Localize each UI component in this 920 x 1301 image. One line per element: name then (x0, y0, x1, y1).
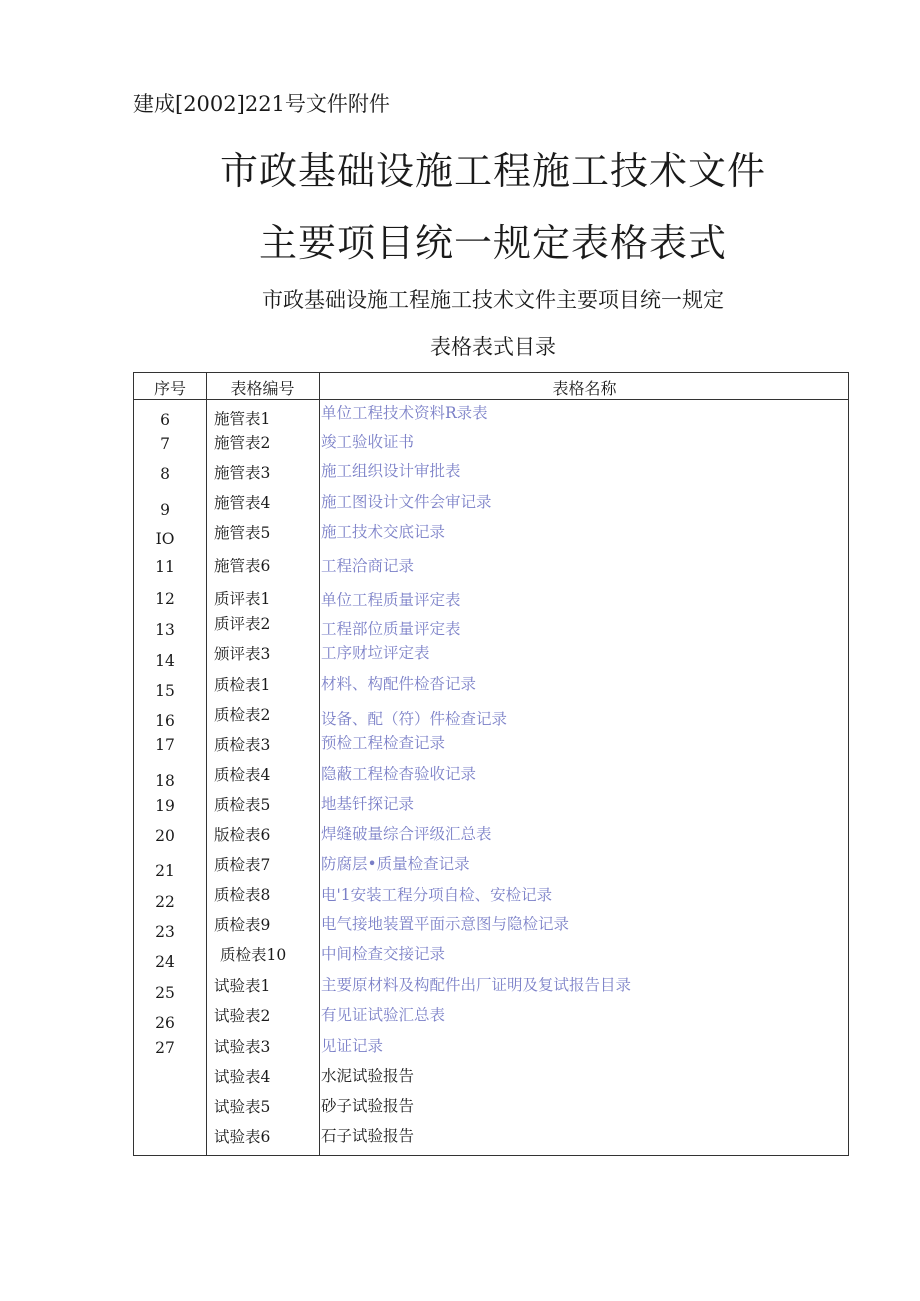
row-name: 工序财垃评定表 (321, 644, 430, 662)
row-name: 主要原材料及构配件出厂证明及复试报告目录 (321, 976, 632, 994)
row-code: 质检表4 (214, 766, 271, 784)
row-seq: 12 (155, 590, 175, 608)
row-code: 质检表7 (214, 856, 271, 874)
row-code: 质检表8 (214, 886, 271, 904)
row-code: 质检表2 (214, 706, 271, 724)
column-divider (319, 373, 320, 1155)
row-seq: 16 (155, 712, 175, 730)
row-seq: 20 (155, 827, 175, 845)
row-name: 水泥试验报告 (321, 1067, 415, 1085)
row-seq: 13 (155, 621, 175, 639)
subtitle-line-2: 表格表式目录 (430, 335, 556, 359)
row-seq: 6 (160, 411, 170, 429)
row-code: 试验表5 (214, 1098, 271, 1116)
row-code: 施管表2 (214, 434, 271, 452)
header-divider (134, 399, 848, 400)
row-seq: 22 (155, 893, 175, 911)
row-name: 电气接地装置平面示意图与隐检记录 (321, 915, 570, 933)
header-name: 表格名称 (552, 379, 617, 398)
row-seq: 15 (155, 682, 175, 700)
main-title-line-1: 市政基础设施工程施工技术文件 (219, 149, 766, 193)
column-divider (206, 373, 207, 1155)
row-seq: 11 (155, 558, 175, 576)
row-seq: 9 (160, 501, 170, 519)
row-seq: 17 (155, 736, 175, 754)
row-code: 施管表1 (214, 410, 271, 428)
row-code: 质检表9 (214, 916, 271, 934)
row-code: 施管表6 (214, 557, 271, 575)
row-seq: 25 (155, 984, 175, 1002)
row-code: 试验表4 (214, 1068, 271, 1086)
row-seq: 19 (155, 797, 175, 815)
header-seq: 序号 (153, 379, 186, 398)
row-name: 施工图设计文件会审记录 (321, 493, 492, 511)
row-name: 施工技术交底记录 (321, 523, 446, 541)
row-name: 砂子试验报告 (321, 1097, 415, 1115)
row-code: 质检表5 (214, 796, 271, 814)
document-reference: 建成[2002]221号文件附件 (133, 92, 390, 116)
subtitle-line-1: 市政基础设施工程施工技术文件主要项目统一规定 (262, 288, 724, 312)
row-code: 质评表1 (214, 590, 271, 608)
row-name: 中间检查交接记录 (321, 945, 446, 963)
row-name: 设备、配（符）件检查记录 (321, 710, 508, 728)
row-seq: 26 (155, 1014, 175, 1032)
row-seq: 7 (160, 435, 170, 453)
row-code: 质评表2 (214, 615, 271, 633)
row-seq: IO (155, 530, 175, 548)
row-name: 材料、构配件检沓记录 (321, 675, 477, 693)
index-table (133, 372, 849, 1156)
row-code: 试验表3 (214, 1038, 271, 1056)
row-seq: 24 (155, 953, 175, 971)
row-name: 工程洽商记录 (321, 557, 415, 575)
row-name: 有见证试验汇总表 (321, 1006, 446, 1024)
row-seq: 18 (155, 772, 175, 790)
row-name: 石子试验报告 (321, 1127, 415, 1145)
row-code: 施管表4 (214, 494, 271, 512)
row-seq: 23 (155, 923, 175, 941)
row-name: 工程部位质量评定表 (321, 620, 461, 638)
header-code: 表格编号 (230, 379, 295, 398)
row-seq: 21 (155, 862, 175, 880)
row-name: 焊缝破量综合评级汇总表 (321, 825, 492, 843)
row-name: 隐蔽工程检杳验收记录 (321, 765, 477, 783)
row-name: 防腐层•质量检查记录 (321, 855, 470, 873)
row-code: 试验表6 (214, 1128, 271, 1146)
row-name: 预检工程检查记录 (321, 734, 446, 752)
row-code: 质检表1 (214, 676, 271, 694)
row-name: 电'1安装工程分项自检、安检记录 (321, 886, 553, 904)
row-name: 单位工程质量评定表 (321, 591, 461, 609)
row-name: 见证记录 (321, 1037, 384, 1055)
row-code: 颁评表3 (214, 645, 271, 663)
row-code: 质检表3 (214, 736, 271, 754)
row-code: 试验表2 (214, 1007, 271, 1025)
row-name: 施工组织设计审批表 (321, 462, 461, 480)
row-seq: 14 (155, 652, 175, 670)
row-code: 质检表10 (220, 946, 287, 964)
row-seq: 27 (155, 1039, 175, 1057)
row-name: 竣工验收证书 (321, 433, 415, 451)
row-name: 地基钎探记录 (321, 795, 415, 813)
main-title-line-2: 主要项目统一规定表格表式 (258, 221, 727, 265)
row-name: 单位工程技术资料R录表 (321, 404, 488, 422)
row-seq: 8 (160, 465, 170, 483)
row-code: 试验表1 (214, 977, 271, 995)
row-code: 版检表6 (214, 826, 271, 844)
row-code: 施管表5 (214, 524, 271, 542)
row-code: 施管表3 (214, 464, 271, 482)
